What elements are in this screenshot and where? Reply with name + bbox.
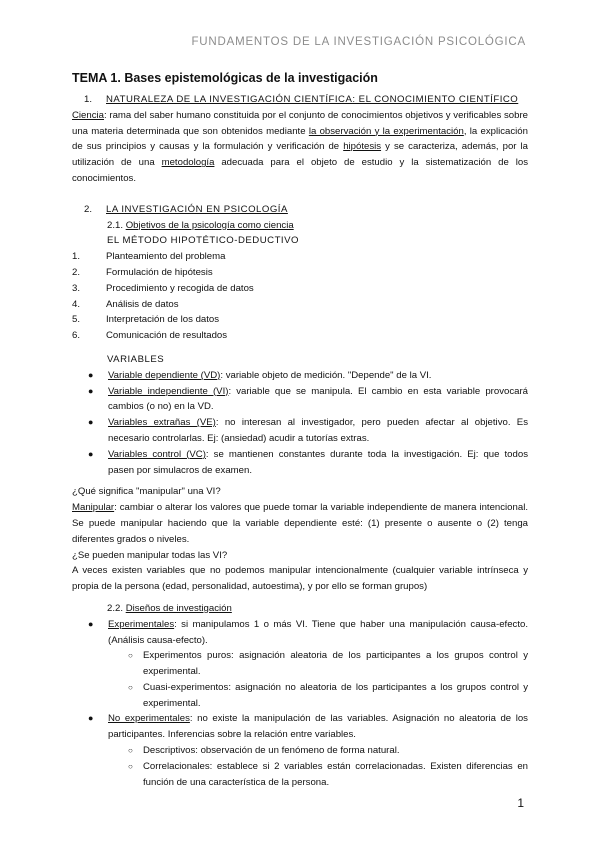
bullet-icon: ●: [88, 417, 94, 428]
list-item: [72, 328, 528, 344]
term-metodologia: metodología: [161, 157, 215, 169]
variable-term: Variables control (VC): [108, 448, 206, 460]
circle-bullet-icon: ○: [128, 746, 133, 756]
design-subitem: Cuasi-experimentos: asignación no aleatoria de los participantes a los grupos control y experimental.: [143, 681, 528, 709]
text-run: adecuada para el objeto de estudio y la sistematización de los conocimientos.: [72, 157, 528, 184]
variable-term: Variable dependiente (VD): [108, 369, 221, 381]
step-number: 2.: [72, 266, 81, 278]
list-item: [72, 249, 528, 265]
step-text: Planteamiento del problema: [106, 251, 226, 263]
variable-desc: : variable objeto de medición. "Depende" de la VI.: [220, 369, 432, 381]
design-desc: : no existe la manipulación de las variables. Asignación no aleatoria de los participantes. Inferencias sobre la relación entre variables.: [108, 713, 528, 741]
design-subitem: Descriptivos: observación de un fenómeno de forma natural.: [143, 745, 400, 757]
subsection-2-1-heading: [72, 218, 528, 234]
term-hipotesis: hipótesis: [343, 141, 382, 153]
subsection-title: Objetivos de la psicología como ciencia: [125, 219, 294, 231]
step-number: 3.: [72, 282, 81, 294]
list-item: [72, 415, 528, 447]
step-number: 6.: [72, 330, 81, 342]
question-manipular: ¿Qué significa "manipular" una VI?: [72, 486, 221, 498]
circle-bullet-icon: ○: [128, 651, 133, 661]
term-ciencia: Ciencia: [72, 109, 104, 121]
design-subitem: Correlacionales: establece si 2 variables están correlacionadas. Existen diferencias en función de una característica de la persona.: [143, 760, 528, 788]
circle-bullet-icon: ○: [128, 761, 133, 771]
section-1-heading: [72, 92, 528, 108]
list-item: [72, 617, 528, 649]
text-run: , la explicación de sus principios y causas y la formulación y verificación de: [72, 125, 528, 153]
subsection-number: 2.1.: [107, 219, 124, 231]
text-run: y se caracteriza, además, por la utilización de una: [72, 141, 529, 169]
page-number: 1: [517, 796, 524, 810]
subsection-2-2-heading: [72, 601, 528, 617]
manipular-definition: [72, 500, 528, 547]
list-item: [72, 447, 528, 479]
text-run: : rama del saber humano constituida por el conjunto de conocimientos objetivos y verificables sobre una materia determinada que son obtenidos mediante: [72, 109, 528, 137]
step-number: 1.: [72, 251, 81, 263]
question-todas-vi: ¿Se pueden manipular todas las VI?: [72, 549, 228, 561]
step-text: Formulación de hipótesis: [106, 266, 213, 278]
variable-term: Variable independiente (VI): [108, 385, 229, 397]
section-2-heading: [72, 202, 528, 218]
step-text: Comunicación de resultados: [106, 330, 228, 342]
design-term: No experimentales: [108, 713, 190, 725]
running-header: FUNDAMENTOS DE LA INVESTIGACIÓN PSICOLÓGICA: [191, 36, 526, 48]
list-item: [72, 312, 528, 328]
method-heading: EL MÉTODO HIPOTÉTICO-DEDUCTIVO: [107, 235, 299, 247]
design-subitem: Experimentos puros: asignación aleatoria de los participantes a los grupos control y experimental.: [143, 650, 528, 678]
variable-desc: : variable que se manipula. El cambio en esta variable provocará cambios (o no) en la VD.: [108, 385, 528, 413]
term-observacion: la observación y la experimentación: [308, 125, 464, 137]
step-number: 5.: [72, 314, 81, 326]
subsection-title: Diseños de investigación: [125, 602, 232, 614]
answer-todas-vi: A veces existen variables que no podemos manipular intencionalmente (cualquier variable intrínseca y propia de la persona (edad, personalidad, autoestima), y por ello se forman grupos): [72, 565, 528, 593]
variable-desc: : no interesan al investigador, pero pueden afectar al objetivo. Es necesario controlarlas. Ej: (ansiedad) acudir a tutorías extras.: [108, 417, 528, 444]
list-item: [72, 368, 528, 384]
ciencia-definition: [72, 108, 528, 187]
step-text: Análisis de datos: [106, 298, 179, 310]
step-text: Interpretación de los datos: [106, 314, 220, 326]
list-item: [72, 711, 528, 743]
bullet-icon: ●: [88, 448, 94, 459]
variable-term: Variables extrañas (VE): [108, 417, 216, 429]
bullet-icon: ●: [88, 618, 94, 629]
list-item: [72, 743, 528, 759]
design-desc: : si manipulamos 1 o más VI. Tiene que haber una manipulación causa-efecto. (Análisis causa-efecto).: [108, 618, 528, 646]
list-item: [72, 265, 528, 281]
variables-heading: VARIABLES: [107, 353, 165, 365]
section-title: LA INVESTIGACIÓN EN PSICOLOGÍA: [106, 203, 288, 215]
section-number: 1.: [83, 94, 92, 105]
list-item: [72, 680, 528, 712]
section-title: NATURALEZA DE LA INVESTIGACIÓN CIENTÍFICA: EL CONOCIMIENTO CIENTÍFICO: [106, 94, 519, 105]
list-item: [72, 281, 528, 297]
list-item: [72, 384, 528, 416]
bullet-icon: ●: [88, 369, 94, 380]
variable-desc: : se mantienen constantes durante toda la investigación. Ej: que todos pasen por simulacros de examen.: [108, 448, 528, 476]
section-number: 2.: [83, 203, 92, 215]
bullet-icon: ●: [88, 713, 94, 724]
page-content: [72, 70, 528, 790]
step-number: 4.: [72, 298, 81, 310]
term-manipular: Manipular: [72, 502, 115, 514]
design-term: Experimentales: [108, 618, 175, 630]
list-item: [72, 648, 528, 680]
list-item: [72, 759, 528, 791]
text-run: : cambiar o alterar los valores que puede tomar la variable independiente de manera intencional. Se puede manipular haciendo que la variable dependiente esté: (1) presente o ausente o (2) tenga diferentes grados o niveles.: [72, 502, 528, 545]
list-item: [72, 297, 528, 313]
method-steps-list: [72, 249, 528, 344]
subsection-number: 2.2.: [107, 602, 124, 614]
page-title: TEMA 1. Bases epistemológicas de la investigación: [72, 71, 378, 85]
circle-bullet-icon: ○: [128, 682, 133, 692]
bullet-icon: ●: [88, 385, 94, 396]
step-text: Procedimiento y recogida de datos: [106, 282, 254, 294]
